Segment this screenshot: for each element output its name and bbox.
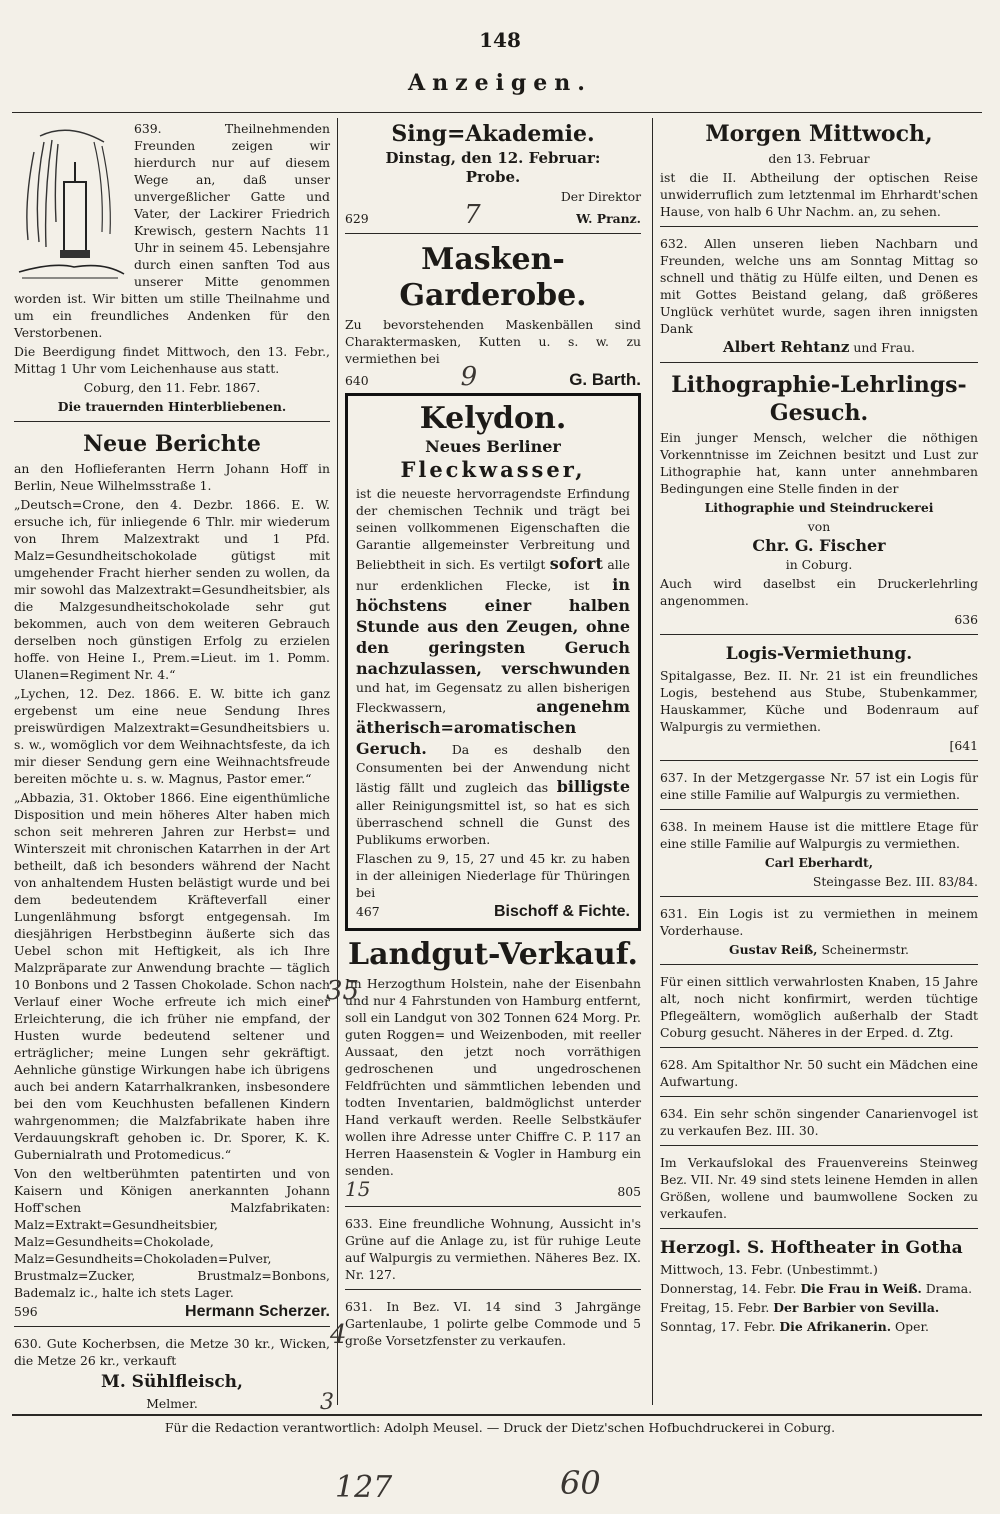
column-left (14, 120, 330, 1414)
theater-play-2: Die Frau in Weiß. (800, 1281, 922, 1296)
separator (660, 1228, 978, 1229)
sing-director: W. Pranz. (576, 211, 641, 226)
kelydon-emph-4: billigste (556, 777, 630, 796)
separator (14, 1326, 330, 1327)
column-divider-right (652, 118, 653, 1405)
ad-number: 640 (345, 373, 369, 388)
ad-sing-akademie (345, 120, 641, 230)
theater-line-1: Mittwoch, 13. Febr. (Unbestimmt.) (660, 1262, 878, 1277)
ad-number: 467 (356, 904, 380, 919)
theater-date-3: Freitag, 15. Febr. (660, 1300, 770, 1315)
ad-number: 805 (617, 1184, 641, 1199)
theater-date-4: Sonntag, 17. Febr. (660, 1319, 776, 1334)
ad-neue-berichte (14, 430, 330, 1320)
ad-632-name: Albert Rehtanz (722, 338, 850, 356)
sing-role: Der Direktor (560, 189, 641, 204)
separator (660, 760, 978, 761)
landgut-text: Im Herzogthum Holstein, nahe der Eisenbahn und nur 4 Fahrstunden von Hamburg entfernt, soll ein Landgut von 302 Tonnen 624 Morg. Pr. guten Roggen= und Weizenboden, mit reeller Aussaat, den jetzt noch vorräthigen gedroschenen und ungedroschenen Feldfrüchten und sämmtlichen lebenden und todten Inventarien, baldmöglichst unterder Hand verkauft werden. Reelle Selbstkäufer wollen ihre Adresse unter Chiffre C. P. 117 an Herren Haasenstein & Vogler in Hamburg ein senden. (345, 976, 641, 1178)
ad-639-signature: Die trauernden Hinterbliebenen. (57, 399, 287, 414)
separator (660, 1047, 978, 1048)
ad-639-text: 639. Theilnehmenden Freunden zeigen wir hierdurch nur auf diesem Wege an, daß unser unvergeßlicher Gatte und Vater, der Lackirer Friedrich Krewisch, gestern Nachts 11 Uhr in seinem 45. Lebensjahre durch einen sanften Tod aus unserer Mitte genommen worden ist. Wir bitten um stille Theilnahme und um ein freundliches Andenken für den Verstorbenen. (14, 121, 330, 340)
separator (660, 226, 978, 227)
separator (660, 896, 978, 897)
kelydon-text-4: Da es deshalb den Consumenten bei der Anwendung nicht lästig fällt und zugleich das (356, 742, 630, 795)
ad-number: 629 (345, 211, 369, 226)
ad-lithographie (660, 371, 978, 628)
ad-631-name: Gustav Reiß, (729, 942, 818, 957)
theater-line-2 (660, 1280, 978, 1297)
ad-logis (660, 643, 978, 754)
handwritten-mark: 9 (460, 362, 478, 392)
separator (660, 1096, 978, 1097)
morgen-title: Morgen Mittwoch, (705, 121, 933, 147)
kelydon-emph-1: sofort (549, 554, 603, 573)
separator (660, 362, 978, 363)
section-title: Anzeigen. (408, 70, 592, 96)
ad-631-text: 631. Ein Logis ist zu vermiethen in meinem Vorderhause. (660, 906, 978, 938)
ad-639-obituary (14, 120, 330, 415)
separator (660, 634, 978, 635)
theater-genre-4: Oper. (895, 1319, 929, 1334)
sing-date: Dinstag, den 12. Februar: (385, 149, 601, 167)
handwritten-mark: 3 (320, 1390, 334, 1415)
litho-text: Ein junger Mensch, welcher die nöthigen Vorkenntnisse im Zeichnen besitzt und Lust zur Lithographie hat, kann unter annehmbaren Bedingungen eine Stelle finden in der (660, 430, 978, 496)
handwritten-mark: 15 (345, 1177, 371, 1201)
ad-638-text: 638. In meinem Hause ist die mittlere Etage für eine stille Familie auf Walpurgis zu vermiethen. (660, 819, 978, 851)
ad-639-date: Coburg, den 11. Febr. 1867. (83, 380, 261, 395)
landgut-title: Landgut-Verkauf. (348, 937, 638, 972)
handwritten-mark: 7 (464, 200, 481, 230)
handwritten-number: 127 (335, 1470, 393, 1505)
berichte-firm: Hermann Scherzer. (185, 1303, 330, 1320)
kelydon-text-3: und hat, im Gegensatz zu allen bisherigen Fleckwassern, (356, 680, 630, 715)
ad-630 (14, 1335, 330, 1412)
ad-639-funeral: Die Beerdigung findet Mittwoch, den 13. Febr., Mittag 1 Uhr vom Leichenhause aus statt. (14, 344, 330, 376)
morgen-text: ist die II. Abtheilung der optischen Reise unwiderruflich zum letztenmal im Ehrhardt'schen Hause, von halb 6 Uhr Nachm. an, zu sehen. (660, 170, 978, 219)
ad-hoftheater (660, 1237, 978, 1335)
kelydon-text-2: alle nur erdenklichen Flecke, ist (356, 557, 630, 593)
kelydon-signature-row (356, 903, 630, 920)
ad-number: 636 (954, 612, 978, 627)
kelydon-text-1: ist die neueste hervorragendste Erfindung der chemischen Technik und trägt bei seinen vollkommenen Eigenschaften die Garantie allgemeinster Verbreitung und Beliebtheit in sich. Es vertilgt (356, 486, 630, 572)
litho-place: in Coburg. (785, 557, 853, 572)
litho-von: von (807, 519, 831, 534)
theater-line-3 (660, 1299, 978, 1316)
separator (660, 1145, 978, 1146)
handwritten-mark: 35 (326, 976, 360, 1006)
column-divider-left (337, 118, 338, 1405)
logis-text: Spitalgasse, Bez. II. Nr. 21 ist ein freundliches Logis, bestehend aus Stube, Stubenkammer, Hauskammer, Küche und Bodenraum auf Walpurgis zu vermiethen. (660, 668, 978, 734)
sing-title: Sing=Akademie. (391, 121, 595, 147)
sing-probe: Probe. (465, 168, 521, 186)
theater-play-3: Der Barbier von Sevilla. (773, 1300, 940, 1315)
landgut-signature-row (345, 1177, 641, 1201)
theater-title: Herzogl. S. Hoftheater in Gotha (660, 1238, 963, 1258)
bottom-rule (12, 1414, 982, 1416)
masken-signature-row (345, 362, 641, 392)
separator (660, 964, 978, 965)
theater-genre-2: Drama. (925, 1281, 973, 1296)
kelydon-product: Fleckwasser, (400, 457, 586, 482)
kelydon-body (356, 485, 630, 848)
litho-name: Chr. G. Fischer (752, 536, 886, 555)
top-rule (12, 112, 982, 113)
berichte-letter-3: „Abbazia, 31. Oktober 1866. Eine eigenthümliche Disposition und mein höheres Alter haben mich schon seit mehreren Jahren zur Herbst= und Winterszeit mit chronischen Katarrhen in der Art betheilt, daß ich besonders während der Nacht von anhaltendem Husten belästigt wurde und bei dem bedeutendem Kräfteverfall einer Lungenlähmung bsforgt entgegensah. Im diesjährigen Herbstbeginn äußerte sich das Uebel schon mit Heftigkeit, als ich Ihre Malzpräparate zur Anwendung brachte — täglich 10 Bonbons und 2 Tassen Chokolade. Schon nach Verlauf einer Woche erfreute ich mich einer Erleichterung, die ich früher nie empfand, der Husten wurde bedeutend seltener und erträglicher; meine Lungen sehr gekräftigt. Aehnliche günstige Wirkungen habe ich übrigens auch bei andern Katarrhalkranken, insbesondere bei den vom Keuchhusten befallenen Kindern wahrgenommen; die Malzfabrikate haben ihre Verdauungskraft gehoben ic. Dr. Sporer, K. K. Gubernialrath und Protomedicus.“ (14, 790, 330, 1162)
kelydon-prices: Flaschen zu 9, 15, 27 und 45 kr. zu haben in der alleinigen Niederlage für Thüringen bei (356, 851, 630, 900)
ad-masken (345, 242, 641, 392)
litho-also: Auch wird daselbst ein Druckerlehrling angenommen. (660, 576, 978, 608)
kelydon-firm: Bischoff & Fichte. (493, 903, 630, 920)
kelydon-subtitle: Neues Berliner (425, 437, 561, 456)
ad-632-text: 632. Allen unseren lieben Nachbarn und Freunden, welche uns am Sonntag Mittag so schnell und thätig zu Hülfe eilten, und Denen es mit Gottes Beistand gelang, daß größeres Unglück verhütet wurde, sagen ihren innigsten Dank (660, 236, 978, 336)
sing-signature-row (345, 200, 641, 230)
ad-637: 637. In der Metzgergasse Nr. 57 ist ein Logis für eine stille Familie auf Walpurgis zu vermiethen. (660, 770, 978, 802)
ad-632-suffix: und Frau. (853, 340, 916, 355)
ad-628: 628. Am Spitalthor Nr. 50 sucht ein Mädchen eine Aufwartung. (660, 1057, 978, 1089)
berichte-intro: an den Hoflieferanten Herrn Johann Hoff in Berlin, Neue Wilhelmsstraße 1. (14, 461, 330, 493)
kelydon-title: Kelydon. (419, 401, 567, 436)
berichte-products: Von den weltberühmten patentirten und von Kaisern und Königen anerkannten Johann Hoff'schen Malzfabrikaten: Malz=Extrakt=Gesundheitsbier, Malz=Gesundheits=Chokolade, Malz=Gesundheits=Chokoladen=Pulver, Brustmalz=Zucker, Brustmalz=Bonbons, Bademalz ic., halte ich stets Lager. (14, 1166, 330, 1300)
masken-title: Masken-Garderobe. (399, 242, 587, 313)
column-right (660, 120, 978, 1337)
column-middle (345, 120, 641, 1351)
ad-633: 633. Eine freundliche Wohnung, Aussicht in's Grüne auf die Anlage zu, ist für ruhige Leute auf Walpurgis zu vermiethen. Näheres Bez. IX. Nr. 127. (345, 1216, 641, 1282)
ad-638-name: Carl Eberhardt, (764, 855, 874, 870)
kelydon-emph-2: in höchstens einer halben Stunde aus den Zeugen, ohne den geringsten Geruch nachzulassen, verschwunden (356, 575, 630, 678)
separator (345, 1206, 641, 1207)
masken-text: Zu bevorstehenden Maskenbällen sind Charaktermasken, Kutten u. s. w. zu vermiethen bei (345, 317, 641, 366)
separator (345, 233, 641, 234)
theater-date-2: Donnerstag, 14. Febr. (660, 1281, 797, 1296)
ad-634: 634. Ein sehr schön singender Canarienvogel ist zu verkaufen Bez. III. 30. (660, 1106, 978, 1138)
handwritten-number: 60 (560, 1464, 601, 1502)
ad-morgen-mittwoch (660, 120, 978, 220)
ad-number: [641 (949, 738, 978, 753)
berichte-signature-row (14, 1303, 330, 1320)
ad-631-role: Scheinermstr. (821, 942, 909, 957)
ad-knaben: Für einen sittlich verwahrlosten Knaben, 15 Jahre alt, noch nicht konfirmirt, werden tüchtige Pflegeältern, womöglich außerhalb der Stadt Coburg gesucht. Näheres in der Erped. d. Ztg. (660, 974, 978, 1040)
separator (660, 809, 978, 810)
masken-firm: G. Barth. (569, 370, 641, 389)
ad-631-gartenlaube: 631. In Bez. VI. 14 sind 3 Jahrgänge Gartenlaube, 1 polirte gelbe Commode und 5 große Vorsetzfenster zu verkaufen. (345, 1299, 641, 1348)
ad-630-role: Melmer. (146, 1396, 198, 1411)
ad-frauenverein: Im Verkaufslokal des Frauenvereins Steinweg Bez. VII. Nr. 49 sind stets leinene Hemden in allen Größen, wollene und baumwollene Socken zu verkaufen. (660, 1155, 978, 1221)
handwritten-mark: 4 (330, 1320, 347, 1350)
berichte-letter-2: „Lychen, 12. Dez. 1866. E. W. bitte ich ganz ergebenst um eine neue Sendung Ihres preiswürdigen Malzextrakt=Gesundheitsbiers u. s. w., womöglich vor dem Weihnachtsfeste, da ich mir dieser Sendung gern eine Weihnachtsfreude bereiten möchte u. s. w. Magnus, Pastor emer.“ (14, 686, 330, 786)
berichte-letter-1: „Deutsch=Crone, den 4. Dezbr. 1866. E. W. ersuche ich, für inliegende 6 Thlr. mir wiederum von Ihrem Malzextrakt und 1 Pfd. Malz=Gesundheitschokolade gütigst mit umgehender Fracht hierher senden zu wollen, da mir sowohl das Malzextrakt=Gesundheitsbier, als die Malzgesundheitschokolade sehr gut bekommen, auch von dem weiteren Gebrauch derselben noch günstigen Erfolg zu erzielen hoffe. von Heine I., Prem.=Lieut. im 1. Pomm. Ulanen=Regiment Nr. 4.“ (14, 497, 330, 682)
theater-play-4: Die Afrikanerin. (779, 1319, 892, 1334)
willow-grave-illustration (14, 122, 126, 282)
page-number: 148 (479, 28, 521, 52)
kelydon-emph-3: angenehm ätherisch=aromatischen Geruch. (356, 697, 630, 758)
ad-kelydon-box (345, 393, 641, 931)
ad-638 (660, 818, 978, 890)
morgen-date: den 13. Februar (768, 151, 870, 166)
ad-630-text: 630. Gute Kocherbsen, die Metze 30 kr., Wicken, die Metze 26 kr., verkauft (14, 1336, 330, 1368)
ad-638-address: Steingasse Bez. III. 83/84. (812, 874, 978, 889)
logis-title: Logis-Vermiethung. (725, 644, 913, 664)
theater-line-4 (660, 1318, 978, 1335)
separator (345, 1289, 641, 1290)
berichte-title: Neue Berichte (83, 431, 261, 457)
litho-title: Lithographie-Lehrlings-Gesuch. (671, 372, 967, 426)
ad-632 (660, 235, 978, 356)
imprint-footer: Für die Redaction verantwortlich: Adolph Meusel. — Druck der Dietz'schen Hofbuchdruckerei in Coburg. (164, 1420, 836, 1435)
ad-630-name: M. Sühlfleisch, (101, 1372, 243, 1392)
ad-number: 596 (14, 1304, 38, 1319)
separator (14, 421, 330, 422)
ad-landgut (345, 937, 641, 1200)
litho-firm: Lithographie und Steindruckerei (704, 500, 934, 515)
ad-631-logis (660, 905, 978, 958)
kelydon-text-5: aller Reinigungsmittel ist, so hat es sich überraschend schnell die Gunst des Publikums erworben. (356, 798, 630, 847)
